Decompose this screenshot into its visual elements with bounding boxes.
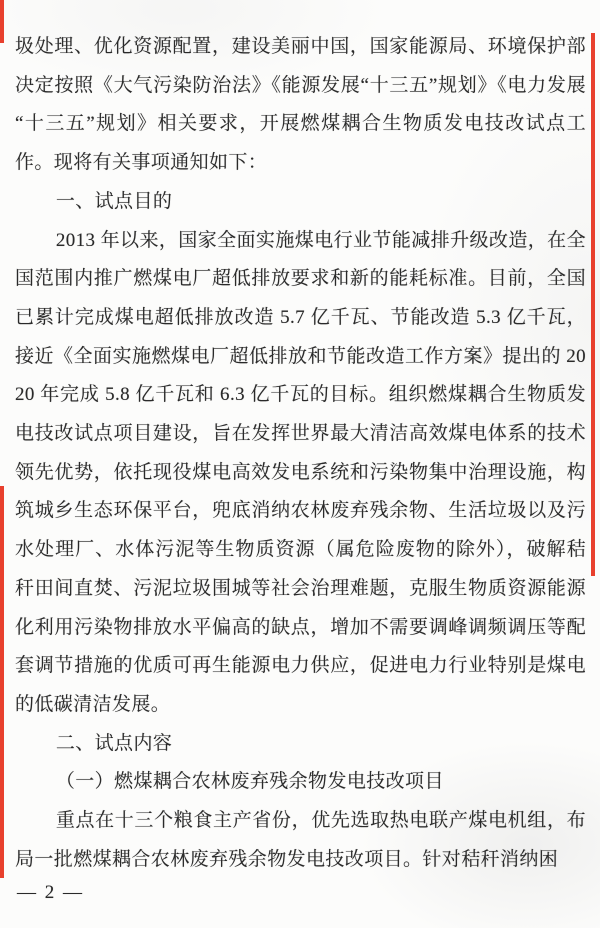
body-paragraph-pilot-purpose: 2013 年以来，国家全面实施煤电行业节能减排升级改造，在全国范围内推广燃煤电厂超低排放要求和新的能耗标准。目前，全国已累计完成煤电超低排放改造 5.7 亿千瓦、节能改造 5.3 亿千瓦，接近《全面实施燃煤电厂超低排放和节能改造工作方案》提出的 2020 年完成 5.8 亿千瓦和 6.3 亿千瓦的目标。组织燃煤耦合生物质发电技改试点项目建设，旨在发挥世界最大清洁高效煤电体系的技术领先优势，依托现役煤电高效发电系统和污染物集中治理设施，构筑城乡生态环保平台，兜底消纳农林废弃残余物、生活垃圾以及污水处理厂、水体污泥等生物质资源（属危险废物的除外），破解秸秆田间直焚、污泥垃圾围城等社会治理难题，克服生物质资源能源化利用污染物排放水平偏高的缺点，增加不需要调峰调频调压等配套调节措施的优质可再生能源电力供应，促进电力行业特别是煤电的低碳清洁发展。: [15, 229, 586, 715]
red-rule-right-edge: [591, 33, 595, 576]
body-paragraph-pilot-content: 重点在十三个粮食主产省份，优先选取热电联产煤电机组，布局一批燃煤耦合农林废弃残余物发电技改项目。针对秸秆消纳困: [15, 810, 586, 870]
sub-section-heading-1: （一）燃煤耦合农林废弃残余物发电技改项目: [55, 771, 444, 793]
section-heading-2: 二、试点内容: [55, 732, 173, 754]
red-rule-left-edge: [0, 486, 4, 878]
red-rule-top-left: [0, 0, 4, 43]
page-number: — 2 —: [17, 882, 84, 903]
document-body: [15, 28, 586, 879]
continuation-paragraph: 圾处理、优化资源配置，建设美丽中国，国家能源局、环境保护部决定按照《大气污染防治法》《能源发展“十三五”规划》《电力发展“十三五”规划》相关要求，开展燃煤耦合生物质发电技改试点工作。现将有关事项通知如下：: [15, 36, 586, 174]
section-heading-1: 一、试点目的: [55, 190, 173, 212]
